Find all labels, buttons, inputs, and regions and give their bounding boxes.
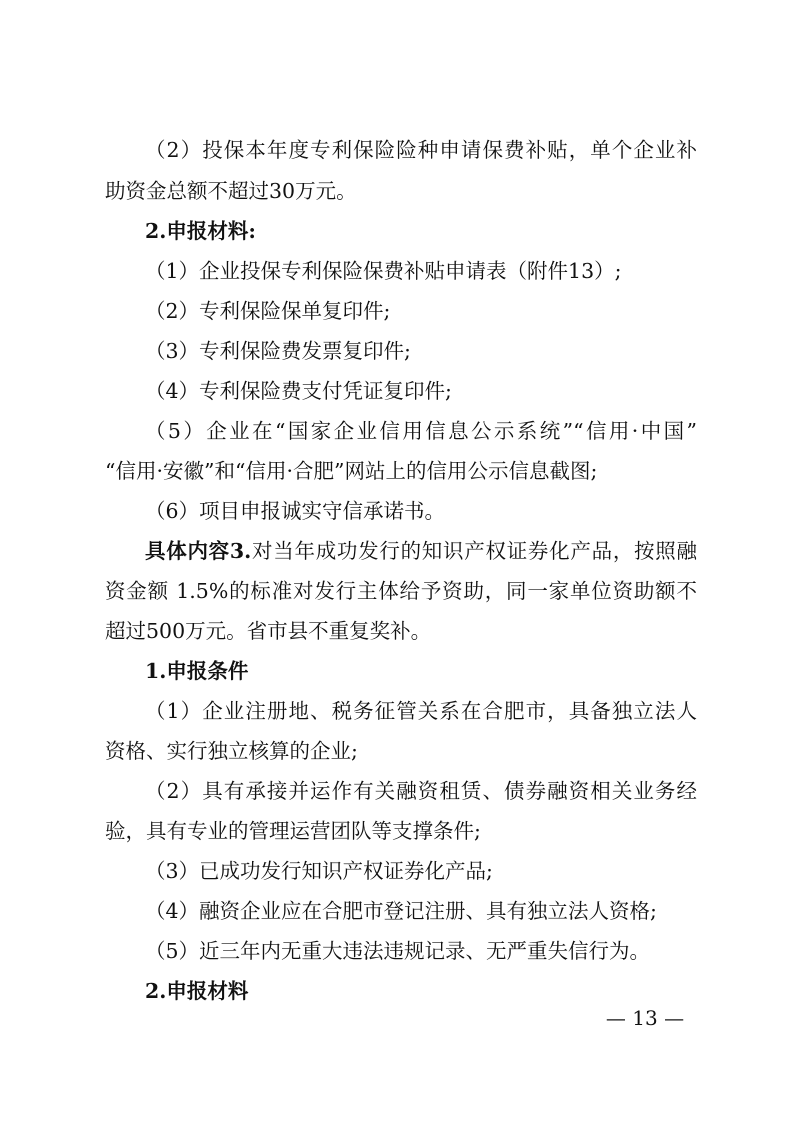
list-item: （3）专利保险费发票复印件; <box>145 339 411 363</box>
list-item: （4）融资企业应在合肥市登记注册、具有独立法人资格; <box>145 899 657 923</box>
paragraph-line: 资金额 1.5%的标准对发行主体给予资助，同一家单位资助额不 <box>105 579 697 603</box>
list-item: （4）专利保险费支付凭证复印件; <box>145 379 452 403</box>
paragraph-line: 助资金总额不超过30万元。 <box>105 179 357 203</box>
list-item: （2）具有承接并运作有关融资租赁、债券融资相关业务经 <box>145 779 697 803</box>
list-item: （5）企业在“国家企业信用信息公示系统”“信用·中国” <box>145 419 697 443</box>
list-item: （1）企业投保专利保险保费补贴申请表（附件13）; <box>145 259 622 283</box>
paragraph-line: 资格、实行独立核算的企业; <box>105 739 358 763</box>
section-heading: 1.申报条件 <box>145 659 249 683</box>
list-item: （6）项目申报诚实守信承诺书。 <box>145 499 446 523</box>
paragraph-line: （2）投保本年度专利保险险种申请保费补贴，单个企业补 <box>145 138 697 162</box>
paragraph-line <box>145 537 697 565</box>
content-text: 对当年成功发行的知识产权证券化产品，按照融 <box>251 539 697 563</box>
section-heading: 2.申报材料: <box>145 219 256 243</box>
paragraph-line: “信用·安徽”和“信用·合肥”网站上的信用公示信息截图; <box>105 459 598 483</box>
list-item: （3）已成功发行知识产权证券化产品; <box>145 859 493 883</box>
page-number: — 13 — <box>605 1006 685 1030</box>
content-label: 具体内容3. <box>145 539 252 563</box>
paragraph-line: 验，具有专业的管理运营团队等支撑条件; <box>105 819 481 843</box>
section-heading: 2.申报材料 <box>145 979 249 1003</box>
list-item: （5）近三年内无重大违法违规记录、无严重失信行为。 <box>145 939 651 963</box>
list-item: （1）企业注册地、税务征管关系在合肥市，具备独立法人 <box>145 699 697 723</box>
paragraph-line: 超过500万元。省市县不重复奖补。 <box>105 619 432 643</box>
list-item: （2）专利保险保单复印件; <box>145 299 391 323</box>
